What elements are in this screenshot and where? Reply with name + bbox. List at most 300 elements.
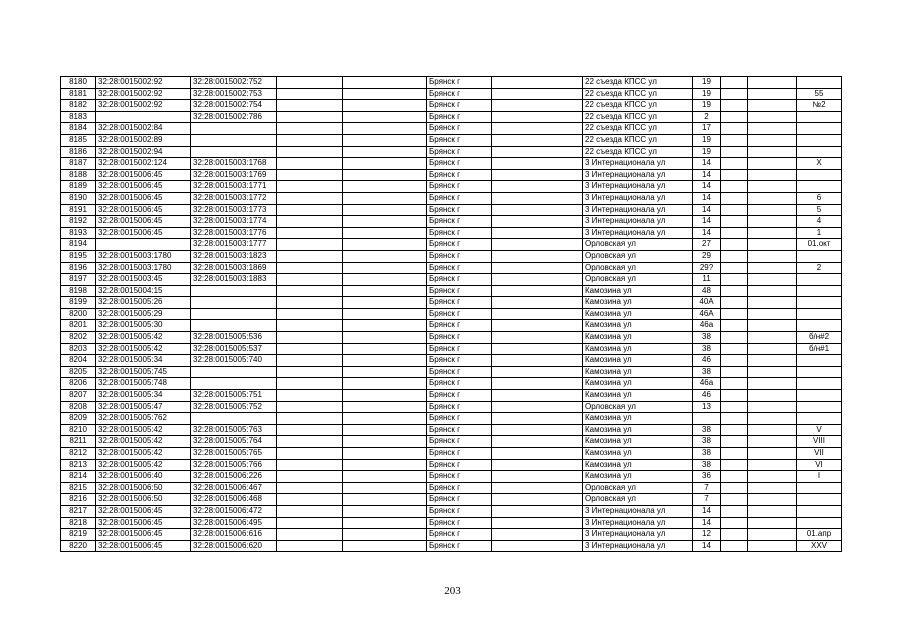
table-row: [61, 262, 842, 274]
table-cell: Брянск г: [427, 471, 492, 483]
table-cell: 32:28:0015002:92: [96, 77, 191, 89]
table-cell: Камозина ул: [583, 390, 693, 402]
table-cell: [748, 529, 797, 541]
table-cell: [343, 424, 427, 436]
table-cell: 7: [693, 494, 721, 506]
table-cell: 13: [693, 401, 721, 413]
table-cell: 32:28:0015003:1883: [191, 274, 277, 286]
table-cell: 8189: [61, 181, 96, 193]
table-cell: [277, 297, 343, 309]
table-cell: [343, 355, 427, 367]
table-cell: [492, 169, 583, 181]
table-row: [61, 320, 842, 332]
table-cell: 19: [693, 88, 721, 100]
table-cell: 32:28:0015003:1771: [191, 181, 277, 193]
table-cell: 14: [693, 517, 721, 529]
table-cell: [343, 88, 427, 100]
table-cell: [748, 134, 797, 146]
table-cell: 32:28:0015002:754: [191, 100, 277, 112]
table-cell: [492, 123, 583, 135]
table-cell: 29: [693, 250, 721, 262]
table-cell: [748, 424, 797, 436]
table-cell: [343, 297, 427, 309]
table-cell: [748, 540, 797, 552]
table-cell: [721, 540, 748, 552]
table-cell: [721, 390, 748, 402]
table-cell: 8195: [61, 250, 96, 262]
table-cell: [748, 413, 797, 425]
table-cell: Орловская ул: [583, 262, 693, 274]
table-cell: [797, 517, 842, 529]
table-cell: [748, 390, 797, 402]
table-cell: Брянск г: [427, 158, 492, 170]
table-cell: [343, 134, 427, 146]
table-cell: 32:28:0015006:45: [96, 227, 191, 239]
table-cell: [492, 285, 583, 297]
table-cell: 38: [693, 332, 721, 344]
table-cell: 14: [693, 227, 721, 239]
table-row: [61, 146, 842, 158]
table-row: [61, 192, 842, 204]
table-cell: [721, 332, 748, 344]
table-cell: 3 Интернационала ул: [583, 204, 693, 216]
table-cell: 3 Интернационала ул: [583, 158, 693, 170]
table-cell: 32:28:0015005:29: [96, 308, 191, 320]
table-row: [61, 332, 842, 344]
table-cell: 19: [693, 146, 721, 158]
table-cell: 32:28:0015006:45: [96, 192, 191, 204]
table-cell: 32:28:0015005:752: [191, 401, 277, 413]
table-cell: [277, 262, 343, 274]
table-cell: 32:28:0015003:1776: [191, 227, 277, 239]
table-cell: [492, 390, 583, 402]
table-cell: Брянск г: [427, 517, 492, 529]
table-cell: 32:28:0015003:1774: [191, 216, 277, 228]
table-cell: [277, 413, 343, 425]
table-row: [61, 274, 842, 286]
table-cell: [748, 471, 797, 483]
table-row: [61, 227, 842, 239]
table-cell: 22 съезда КПСС ул: [583, 123, 693, 135]
table-cell: 32:28:0015002:84: [96, 123, 191, 135]
table-cell: [343, 77, 427, 89]
table-cell: [721, 494, 748, 506]
table-cell: 32:28:0015005:30: [96, 320, 191, 332]
table-cell: 8203: [61, 343, 96, 355]
table-cell: [492, 482, 583, 494]
table-cell: Орловская ул: [583, 401, 693, 413]
table-cell: 2: [693, 111, 721, 123]
table-cell: Брянск г: [427, 401, 492, 413]
table-cell: [277, 146, 343, 158]
table-cell: [492, 413, 583, 425]
table-cell: [191, 146, 277, 158]
registry-table: [60, 76, 842, 552]
table-cell: [748, 123, 797, 135]
table-row: [61, 401, 842, 413]
table-cell: 3 Интернационала ул: [583, 505, 693, 517]
table-row: [61, 378, 842, 390]
table-cell: [343, 216, 427, 228]
table-cell: 7: [693, 482, 721, 494]
table-cell: [748, 401, 797, 413]
table-cell: 32:28:0015005:748: [96, 378, 191, 390]
page-number: 203: [444, 585, 461, 597]
table-cell: [492, 192, 583, 204]
table-cell: 48: [693, 285, 721, 297]
table-cell: 14: [693, 192, 721, 204]
table-cell: 8188: [61, 169, 96, 181]
table-cell: [721, 505, 748, 517]
table-cell: [277, 274, 343, 286]
table-cell: 38: [693, 459, 721, 471]
table-row: [61, 459, 842, 471]
table-cell: 14: [693, 181, 721, 193]
table-cell: [492, 250, 583, 262]
table-cell: 32:28:0015003:1780: [96, 262, 191, 274]
table-cell: [721, 378, 748, 390]
table-cell: 8202: [61, 332, 96, 344]
table-cell: [277, 436, 343, 448]
table-row: [61, 134, 842, 146]
table-cell: [797, 413, 842, 425]
table-cell: 32:28:0015005:537: [191, 343, 277, 355]
table-cell: 32:28:0015005:42: [96, 448, 191, 460]
table-cell: Брянск г: [427, 343, 492, 355]
table-cell: 14: [693, 158, 721, 170]
table-cell: Брянск г: [427, 100, 492, 112]
table-cell: Камозина ул: [583, 355, 693, 367]
table-row: [61, 239, 842, 251]
table-cell: [343, 308, 427, 320]
table-cell: 32:28:0015003:1777: [191, 239, 277, 251]
table-cell: [343, 482, 427, 494]
table-cell: Камозина ул: [583, 366, 693, 378]
table-cell: 3 Интернационала ул: [583, 192, 693, 204]
table-cell: [277, 390, 343, 402]
table-cell: [343, 100, 427, 112]
table-row: [61, 436, 842, 448]
table-cell: [191, 378, 277, 390]
table-cell: [277, 529, 343, 541]
table-cell: [277, 216, 343, 228]
table-cell: 32:28:0015005:34: [96, 390, 191, 402]
table-cell: [492, 297, 583, 309]
table-cell: [277, 227, 343, 239]
table-cell: 32:28:0015002:89: [96, 134, 191, 146]
table-cell: [797, 482, 842, 494]
table-cell: VI: [797, 459, 842, 471]
table-cell: 8197: [61, 274, 96, 286]
table-cell: 8182: [61, 100, 96, 112]
table-cell: 3 Интернационала ул: [583, 216, 693, 228]
table-cell: 46: [693, 390, 721, 402]
table-cell: [748, 436, 797, 448]
table-cell: [343, 146, 427, 158]
table-cell: [343, 378, 427, 390]
table-cell: 8186: [61, 146, 96, 158]
table-cell: Камозина ул: [583, 308, 693, 320]
table-row: [61, 169, 842, 181]
table-cell: [748, 262, 797, 274]
table-cell: 4: [797, 216, 842, 228]
table-cell: [797, 355, 842, 367]
table-cell: 3 Интернационала ул: [583, 169, 693, 181]
table-cell: Брянск г: [427, 413, 492, 425]
table-cell: 32:28:0015005:745: [96, 366, 191, 378]
table-row: [61, 540, 842, 552]
table-row: [61, 343, 842, 355]
table-cell: 29?: [693, 262, 721, 274]
table-cell: 8219: [61, 529, 96, 541]
table-cell: [492, 332, 583, 344]
table-cell: 14: [693, 169, 721, 181]
table-cell: [343, 181, 427, 193]
table-cell: 8206: [61, 378, 96, 390]
table-cell: [277, 158, 343, 170]
table-cell: 1: [797, 227, 842, 239]
table-cell: [492, 401, 583, 413]
table-cell: [721, 413, 748, 425]
table-cell: 46а: [693, 320, 721, 332]
table-cell: [277, 505, 343, 517]
table-cell: [343, 494, 427, 506]
table-cell: Брянск г: [427, 204, 492, 216]
table-cell: [797, 320, 842, 332]
table-cell: [748, 181, 797, 193]
table-cell: 3 Интернационала ул: [583, 181, 693, 193]
table-cell: 19: [693, 77, 721, 89]
table-cell: [277, 320, 343, 332]
table-row: [61, 505, 842, 517]
table-cell: Камозина ул: [583, 297, 693, 309]
table-cell: Камозина ул: [583, 332, 693, 344]
table-cell: [492, 134, 583, 146]
table-cell: [343, 123, 427, 135]
table-cell: 8194: [61, 239, 96, 251]
table-cell: [277, 250, 343, 262]
table-cell: 32:28:0015006:495: [191, 517, 277, 529]
table-cell: Брянск г: [427, 227, 492, 239]
table-cell: [492, 88, 583, 100]
table-cell: [748, 192, 797, 204]
table-cell: [277, 308, 343, 320]
table-row: [61, 413, 842, 425]
table-cell: [748, 505, 797, 517]
table-cell: [721, 529, 748, 541]
table-cell: VII: [797, 448, 842, 460]
table-cell: [343, 436, 427, 448]
table-cell: [492, 459, 583, 471]
table-cell: [277, 239, 343, 251]
table-cell: Брянск г: [427, 123, 492, 135]
table-cell: [797, 181, 842, 193]
table-row: [61, 123, 842, 135]
table-cell: [343, 250, 427, 262]
table-cell: [277, 471, 343, 483]
table-cell: 8192: [61, 216, 96, 228]
table-cell: [748, 332, 797, 344]
table-row: [61, 77, 842, 89]
table-cell: Брянск г: [427, 285, 492, 297]
table-cell: [343, 366, 427, 378]
table-row: [61, 308, 842, 320]
table-cell: 01.окт: [797, 239, 842, 251]
table-cell: [492, 204, 583, 216]
table-cell: 27: [693, 239, 721, 251]
table-cell: 32:28:0015003:1773: [191, 204, 277, 216]
table-cell: [748, 169, 797, 181]
table-cell: [748, 308, 797, 320]
table-cell: Орловская ул: [583, 250, 693, 262]
table-cell: 8199: [61, 297, 96, 309]
table-cell: Брянск г: [427, 297, 492, 309]
table-cell: 8217: [61, 505, 96, 517]
table-cell: [721, 424, 748, 436]
table-cell: [721, 123, 748, 135]
table-cell: [748, 448, 797, 460]
table-cell: Камозина ул: [583, 343, 693, 355]
table-cell: [721, 239, 748, 251]
table-cell: [721, 482, 748, 494]
table-cell: Брянск г: [427, 88, 492, 100]
table-cell: 8204: [61, 355, 96, 367]
table-cell: 32:28:0015005:34: [96, 355, 191, 367]
table-cell: [492, 111, 583, 123]
table-row: [61, 529, 842, 541]
table-cell: [748, 274, 797, 286]
table-cell: [343, 227, 427, 239]
table-cell: [277, 111, 343, 123]
table-cell: [492, 529, 583, 541]
table-cell: 8209: [61, 413, 96, 425]
table-cell: 01.апр: [797, 529, 842, 541]
table-cell: Брянск г: [427, 262, 492, 274]
table-cell: Брянск г: [427, 482, 492, 494]
table-cell: 32:28:0015006:45: [96, 216, 191, 228]
table-cell: [721, 77, 748, 89]
table-cell: [492, 436, 583, 448]
table-cell: [748, 482, 797, 494]
table-cell: 46: [693, 355, 721, 367]
table-cell: [748, 494, 797, 506]
table-cell: 8214: [61, 471, 96, 483]
table-cell: 8193: [61, 227, 96, 239]
table-cell: 32:28:0015006:467: [191, 482, 277, 494]
table-cell: [277, 517, 343, 529]
table-cell: [277, 459, 343, 471]
table-cell: [343, 343, 427, 355]
table-cell: [748, 146, 797, 158]
table-row: [61, 366, 842, 378]
table-cell: [492, 448, 583, 460]
table-cell: Брянск г: [427, 111, 492, 123]
table-cell: XXV: [797, 540, 842, 552]
table-cell: [492, 181, 583, 193]
table-cell: 8190: [61, 192, 96, 204]
table-cell: [277, 343, 343, 355]
table-cell: [721, 100, 748, 112]
table-cell: 8220: [61, 540, 96, 552]
table-cell: Брянск г: [427, 355, 492, 367]
table-cell: [277, 192, 343, 204]
table-cell: [343, 111, 427, 123]
table-cell: 38: [693, 448, 721, 460]
table-cell: 3 Интернационала ул: [583, 529, 693, 541]
table-cell: [191, 297, 277, 309]
table-cell: [492, 227, 583, 239]
table-row: [61, 285, 842, 297]
table-cell: [277, 204, 343, 216]
table-cell: 38: [693, 343, 721, 355]
table-cell: [721, 158, 748, 170]
table-cell: 8187: [61, 158, 96, 170]
table-cell: 3 Интернационала ул: [583, 227, 693, 239]
table-cell: Камозина ул: [583, 320, 693, 332]
table-cell: X: [797, 158, 842, 170]
table-cell: [721, 134, 748, 146]
table-cell: [492, 100, 583, 112]
table-cell: [343, 505, 427, 517]
table-cell: 14: [693, 505, 721, 517]
table-cell: [277, 332, 343, 344]
table-cell: Камозина ул: [583, 285, 693, 297]
table-cell: 32:28:0015004:15: [96, 285, 191, 297]
table-cell: [721, 285, 748, 297]
table-cell: 32:28:0015005:740: [191, 355, 277, 367]
table-cell: Камозина ул: [583, 448, 693, 460]
table-cell: [797, 77, 842, 89]
table-cell: 8211: [61, 436, 96, 448]
table-cell: 32:28:0015003:1823: [191, 250, 277, 262]
table-cell: [343, 529, 427, 541]
table-cell: 2: [797, 262, 842, 274]
table-cell: [797, 297, 842, 309]
table-cell: 32:28:0015005:765: [191, 448, 277, 460]
table-cell: 32:28:0015002:753: [191, 88, 277, 100]
table-cell: 32:28:0015006:45: [96, 517, 191, 529]
table-cell: 32:28:0015002:752: [191, 77, 277, 89]
table-cell: Брянск г: [427, 505, 492, 517]
table-cell: [748, 204, 797, 216]
table-cell: [748, 459, 797, 471]
table-cell: [343, 285, 427, 297]
table-cell: 22 съезда КПСС ул: [583, 77, 693, 89]
table-cell: [343, 204, 427, 216]
table-cell: 8212: [61, 448, 96, 460]
table-row: [61, 355, 842, 367]
table-row: [61, 111, 842, 123]
table-cell: [277, 540, 343, 552]
table-cell: [191, 366, 277, 378]
table-cell: 32:28:0015005:42: [96, 436, 191, 448]
table-cell: Брянск г: [427, 448, 492, 460]
table-cell: 22 съезда КПСС ул: [583, 100, 693, 112]
table-cell: 32:28:0015006:45: [96, 169, 191, 181]
table-cell: 19: [693, 134, 721, 146]
table-cell: [191, 134, 277, 146]
table-row: [61, 424, 842, 436]
table-cell: [343, 262, 427, 274]
table-cell: [748, 366, 797, 378]
table-cell: 8201: [61, 320, 96, 332]
table-cell: [721, 471, 748, 483]
table-cell: [492, 77, 583, 89]
table-cell: [797, 111, 842, 123]
table-cell: [721, 204, 748, 216]
table-cell: 32:28:0015006:45: [96, 181, 191, 193]
table-cell: 32:28:0015006:45: [96, 540, 191, 552]
